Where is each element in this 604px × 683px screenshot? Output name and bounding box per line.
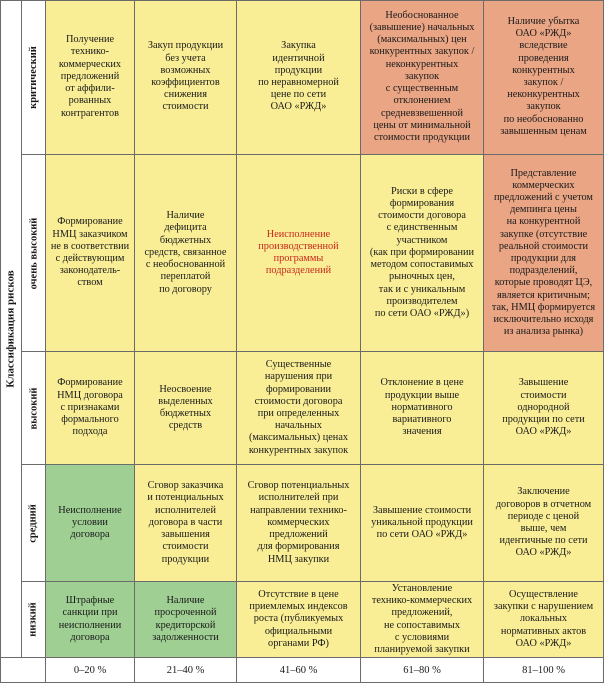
risk-cell: Существенные нарушения при формировании стоимости договора при определенных начальных (максимальных) ценах конкурентных закупок [237, 352, 361, 465]
probability-range-label: 61–80 % [361, 658, 484, 683]
risk-cell: Штрафные санкции при неисполнении договора [46, 582, 135, 658]
risk-cell: Неисполнение производственной программы подразделений [237, 155, 361, 352]
risk-cell: Формирование НМЦ заказчиком не в соответствии с действующим законодатель- ством [46, 155, 135, 352]
risk-level-label-text: очень высокий [28, 217, 39, 289]
risk-level-label [22, 582, 46, 658]
risk-cell: Осуществление закупки с нарушением локальных нормативных актов ОАО «РЖД» [484, 582, 604, 658]
risk-cell: Наличие просроченной кредиторской задолженности [135, 582, 237, 658]
corner-blank-cell [0, 658, 46, 683]
risk-level-label-text: критический [28, 45, 40, 109]
risk-level-label-text: средний [28, 503, 40, 543]
risk-cell: Наличие убытка ОАО «РЖД» вследствие проведения конкурентных закупок / неконкурентных закупок по необоснованно завышенным ценам [484, 0, 604, 155]
risk-cell: Установление технико-коммерческих предложений, не сопоставимых с условиями планируемой закупки [361, 582, 484, 658]
risk-cell: Неисполнение условии договора [46, 465, 135, 582]
risk-cell: Представление коммерческих предложений с учетом демпинга цены на конкурентной закупке (отсутствие реальной стоимости продукции для подразделений, которые проводят ЦЭ, является критичным; так, НМЦ формируется исключительно исходя из анализа рынка) [484, 155, 604, 352]
risk-level-label-text: низкий [28, 602, 39, 637]
risk-cell: Отклонение в цене продукции выше нормативного вариативного значения [361, 352, 484, 465]
risk-cell: Завышение стоимости однородной продукции по сети ОАО «РЖД» [484, 352, 604, 465]
probability-range-label: 41–60 % [237, 658, 361, 683]
risk-cell: Неосвоение выделенных бюджетных средств [135, 352, 237, 465]
risk-cell: Завышение стоимости уникальной продукции по сети ОАО «РЖД» [361, 465, 484, 582]
risk-cell: Закупка идентичной продукции по неравномерной цене по сети ОАО «РЖД» [237, 0, 361, 155]
risk-level-label [22, 0, 46, 155]
risk-level-label [22, 465, 46, 582]
probability-range-label: 81–100 % [484, 658, 604, 683]
risk-cell: Заключение договоров в отчетном периоде с ценой выше, чем идентичные по сети ОАО «РЖД» [484, 465, 604, 582]
risk-level-label [22, 155, 46, 352]
risk-level-label-text: высокий [28, 387, 39, 429]
risk-cell: Риски в сфере формирования стоимости договора с единственным участником (как при формировании методом сопоставимых рыночных цен, так и с уникальным производителем по сети ОАО «РЖД») [361, 155, 484, 352]
risk-cell: Получение технико- коммерческих предложений от аффили- рованных контрагентов [46, 0, 135, 155]
risk-cell: Сговор заказчика и потенциальных исполнителей договора в части завышения стоимости продукции [135, 465, 237, 582]
axis-title-text: Классификация рисков [5, 270, 18, 388]
risk-cell: Закуп продукции без учета возможных коэффициентов снижения стоимости [135, 0, 237, 155]
risk-cell: Наличие дефицита бюджетных средств, связанное с необоснованной переплатой по договору [135, 155, 237, 352]
risk-level-label [22, 352, 46, 465]
probability-range-label: 0–20 % [46, 658, 135, 683]
risk-cell: Сговор потенциальных исполнителей при направлении технико- коммерческих предложений для формирования НМЦ закупки [237, 465, 361, 582]
risk-cell: Отсутствие в цене приемлемых индексов роста (публикуемых официальными органами РФ) [237, 582, 361, 658]
risk-cell: Необоснованное (завышение) начальных (максимальных) цен конкурентных закупок / неконкурентных закупок с существенным отклонением средневзвешенной цены от минимальной стоимости продукции [361, 0, 484, 155]
probability-range-label: 21–40 % [135, 658, 237, 683]
risk-cell: Формирование НМЦ договора с признаками формального подхода [46, 352, 135, 465]
axis-title [0, 0, 22, 658]
